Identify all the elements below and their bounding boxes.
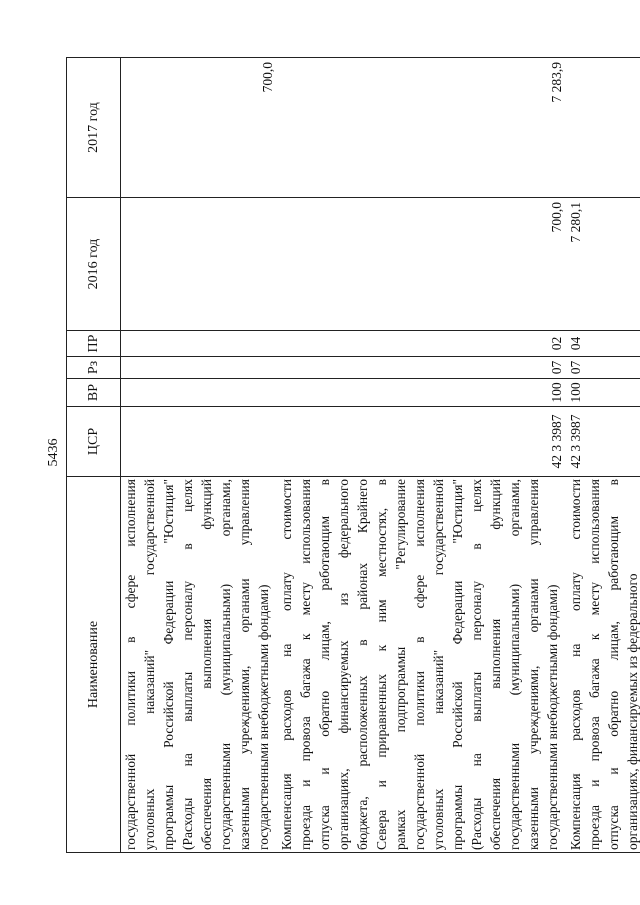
header-rz: Рз (67, 357, 121, 379)
row-name (121, 477, 278, 853)
row-2017: 700,0 (121, 58, 278, 198)
name-line: Компенсация расходов на оплату стоимости (279, 479, 294, 850)
name-line: государственными (муниципальными) органами, (507, 479, 522, 850)
budget-table (66, 57, 640, 853)
header-csr: ЦСР (67, 407, 121, 477)
row-2016: 7 280,1 (566, 198, 640, 331)
table-row (277, 58, 566, 853)
row-name (277, 477, 566, 853)
table-row (566, 58, 640, 853)
name-line: (Расходы на выплаты персоналу в целях (180, 479, 195, 850)
name-line: государственной политики в сфере исполнения (412, 479, 427, 850)
name-line: уголовных наказаний" государственной (142, 479, 157, 850)
name-line: программы Российской Федерации "Юстиция" (450, 479, 465, 850)
row-pr: 04 (566, 331, 640, 357)
row-pr (121, 331, 278, 357)
name-line: государственными внебюджетными фондами) (545, 584, 560, 850)
row-vr: 100 (277, 379, 566, 407)
name-line: проезда и провоза багажа к месту использования (298, 479, 313, 850)
row-csr: 42 3 3987 (277, 407, 566, 477)
header-name: Наименование (67, 477, 121, 853)
header-2016: 2016 год (67, 198, 121, 331)
name-line: Компенсация расходов на оплату стоимости (568, 479, 583, 850)
row-2017: 7 283,9 (277, 58, 566, 198)
name-line: организациях, финансируемых из федерального (336, 479, 351, 850)
name-line: обеспечения выполнения функций (199, 479, 214, 850)
row-vr: 100 (566, 379, 640, 407)
row-pr: 02 (277, 331, 566, 357)
header-pr: ПР (67, 331, 121, 357)
row-rz: 07 (566, 357, 640, 379)
row-vr (121, 379, 278, 407)
name-line: (Расходы на выплаты персоналу в целях (469, 479, 484, 850)
row-rz (121, 357, 278, 379)
row-rz: 07 (277, 357, 566, 379)
row-csr: 42 3 3987 (566, 407, 640, 477)
name-line: организациях, финансируемых из федерального (625, 573, 640, 850)
header-row (67, 58, 121, 853)
name-line: рамках подпрограммы "Регулирование (393, 479, 408, 850)
name-line: государственными (муниципальными) органами, (218, 479, 233, 850)
budget-table-sheet (66, 58, 640, 853)
name-line: бюджета, расположенных в районах Крайнего (355, 479, 370, 850)
name-line: государственными внебюджетными фондами) (256, 584, 271, 850)
name-line: казенными учреждениями, органами управления (526, 479, 541, 850)
page-number: 5436 (46, 438, 61, 467)
header-vr: ВР (67, 379, 121, 407)
name-line: обеспечения выполнения функций (488, 479, 503, 850)
row-2016 (121, 198, 278, 331)
name-line: казенными учреждениями, органами управления (237, 479, 252, 850)
name-line: государственной политики в сфере исполнения (123, 479, 138, 850)
row-csr (121, 407, 278, 477)
header-2017: 2017 год (67, 58, 121, 198)
name-line: Севера и приравненных к ним местностях, в (374, 479, 389, 850)
name-line: программы Российской Федерации "Юстиция" (161, 479, 176, 850)
name-line: проезда и провоза багажа к месту использования (587, 479, 602, 850)
name-line: уголовных наказаний" государственной (431, 479, 446, 850)
name-line: отпуска и обратно лицам, работающим в (317, 479, 332, 850)
row-2017 (566, 58, 640, 198)
row-name (566, 477, 640, 853)
row-2016: 700,0 (277, 198, 566, 331)
name-line: отпуска и обратно лицам, работающим в (606, 479, 621, 850)
table-row (121, 58, 278, 853)
